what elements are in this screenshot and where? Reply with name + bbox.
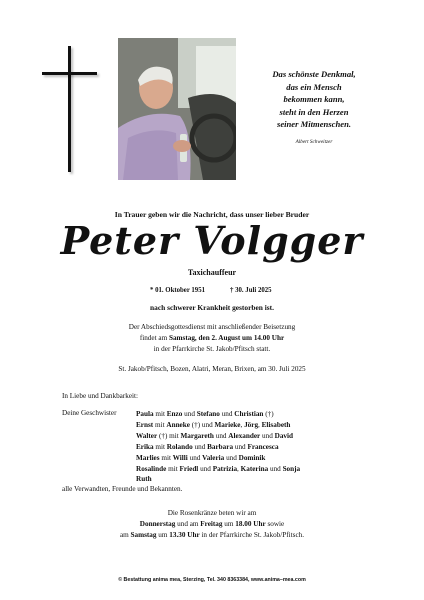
- quote: [244, 68, 384, 131]
- portrait-photo: [118, 38, 236, 180]
- text-run: und: [260, 431, 275, 440]
- name-bold: Erika: [136, 442, 154, 451]
- funeral-service: [0, 322, 424, 354]
- sibling-line: [136, 431, 376, 442]
- rosary-line: [0, 530, 424, 541]
- service-line: in der Pfarrkirche St. Jakob/Pfitsch statt.: [153, 344, 271, 353]
- text-run: und: [213, 431, 229, 440]
- name-bold: Patrizia: [212, 464, 238, 473]
- text-run: und: [233, 442, 248, 451]
- thanks-line: In Liebe und Dankbarkeit:: [62, 392, 139, 400]
- text-run: ,: [237, 464, 241, 473]
- text-run: ,: [240, 420, 245, 429]
- sibling-line: [136, 420, 376, 431]
- quote-line: bekommen kann,: [283, 94, 345, 105]
- rosary-line: [0, 519, 424, 530]
- quote-author: Albert Schweitzer: [295, 139, 333, 145]
- name-bold: Walter: [136, 431, 158, 440]
- text-run: mit: [153, 420, 167, 429]
- rosary-info: [0, 508, 424, 542]
- name-bold: Enzo: [166, 410, 183, 418]
- cross-vertical: [68, 46, 71, 172]
- name-bold: Ruth: [136, 475, 152, 484]
- name-bold: Friedl: [179, 464, 199, 473]
- sibling-line: [136, 474, 376, 485]
- text-run: und am: [175, 520, 201, 529]
- text-run: und: [198, 464, 213, 473]
- name-bold: Margareth: [180, 431, 214, 440]
- place-date: St. Jakob/Pfitsch, Bozen, Alatri, Meran, Brixen, am 30. Juli 2025: [118, 365, 306, 373]
- rosary-line: Die Rosenkränze beten wir am: [167, 509, 257, 517]
- text-run: mit: [153, 410, 167, 418]
- quote-line: Das schönste Denkmal,: [272, 69, 356, 79]
- sibling-line: [136, 442, 376, 453]
- sibling-line: [136, 409, 376, 420]
- name-bold: Elisabeth: [261, 420, 291, 429]
- siblings-label: Deine Geschwister: [62, 409, 117, 417]
- name-bold: 18.00 Uhr: [235, 520, 266, 529]
- text-run: und: [268, 464, 283, 473]
- text-run: und: [224, 453, 239, 462]
- name-bold: Sonja: [282, 464, 301, 473]
- sibling-line: [136, 464, 376, 475]
- name-bold: Jörg: [244, 420, 259, 429]
- text-run: sowie: [265, 520, 285, 529]
- quote-line: seiner Mitmenschen.: [276, 119, 351, 130]
- name-bold: David: [274, 431, 293, 440]
- sibling-line: [136, 453, 376, 464]
- name-bold: Barbara: [207, 442, 234, 451]
- text-run: (†) und: [189, 420, 215, 429]
- name-bold: Valeria: [202, 453, 225, 462]
- text-run: und: [192, 442, 208, 451]
- service-line: Der Abschiedsgottesdienst mit anschließender Beisetzung: [128, 323, 296, 331]
- name-bold: Francesca: [247, 442, 279, 451]
- relatives-line: alle Verwandten, Freunde und Bekannten.: [62, 485, 183, 493]
- text-run: (†) mit: [157, 431, 181, 440]
- death-note: nach schwerer Krankheit gestorben ist.: [150, 303, 274, 312]
- name-bold: Donnerstag: [139, 520, 176, 529]
- text-run: und: [187, 453, 203, 462]
- text-run: und: [219, 410, 235, 418]
- text-run: ,: [258, 420, 262, 429]
- name-bold: Samstag: [130, 531, 157, 540]
- service-line: [0, 333, 424, 344]
- quote-line: das ein Mensch: [286, 81, 342, 92]
- text-run: mit: [166, 464, 180, 473]
- text-run: um: [222, 520, 236, 529]
- text-run: um: [156, 531, 170, 540]
- name-bold: Christian: [234, 410, 264, 418]
- name-bold: Anneke: [166, 420, 190, 429]
- name-bold: Paula: [136, 410, 154, 418]
- name-bold: Stefano: [196, 410, 220, 418]
- name-bold: Dominik: [238, 453, 266, 462]
- text-run: und: [182, 410, 197, 418]
- name-bold: Ernst: [136, 420, 154, 429]
- footer-credit: © Bestattung anima mea, Sterzing, Tel. 340 8363384, www.anima–mea.com: [118, 577, 306, 583]
- text-run: mit: [153, 442, 167, 451]
- profession: Taxichauffeur: [187, 268, 237, 277]
- death-date: † 30. Juli 2025: [230, 287, 272, 294]
- name-bold: Alexander: [228, 431, 261, 440]
- quote-line: steht in den Herzen: [279, 106, 349, 117]
- intro-text: In Trauer geben wir die Nachricht, dass unser lieber Bruder: [114, 210, 310, 219]
- name-bold: 13.30 Uhr: [169, 531, 200, 540]
- deceased-name: Peter Volgger: [60, 218, 364, 263]
- portrait-photo-icon: [118, 38, 236, 180]
- name-bold: Katerina: [240, 464, 269, 473]
- name-bold: Willi: [172, 453, 188, 462]
- name-bold: Freitag: [200, 520, 223, 529]
- service-date: Samstag, den 2. August um 14.00 Uhr: [168, 333, 285, 342]
- service-line-text: findet am: [139, 333, 169, 342]
- text-run: (†): [263, 410, 274, 418]
- text-run: in der Pfarrkirche St. Jakob/Pfitsch.: [199, 531, 305, 540]
- text-run: am: [119, 531, 131, 540]
- birth-date: * 01. Oktober 1951: [150, 287, 206, 294]
- cross-horizontal: [42, 72, 97, 75]
- name-bold: Marlies: [136, 453, 160, 462]
- siblings-list: [136, 409, 376, 485]
- name-bold: Rolando: [166, 442, 193, 451]
- name-bold: Rosalinde: [136, 464, 167, 473]
- name-bold: Marieke: [214, 420, 241, 429]
- text-run: mit: [159, 453, 173, 462]
